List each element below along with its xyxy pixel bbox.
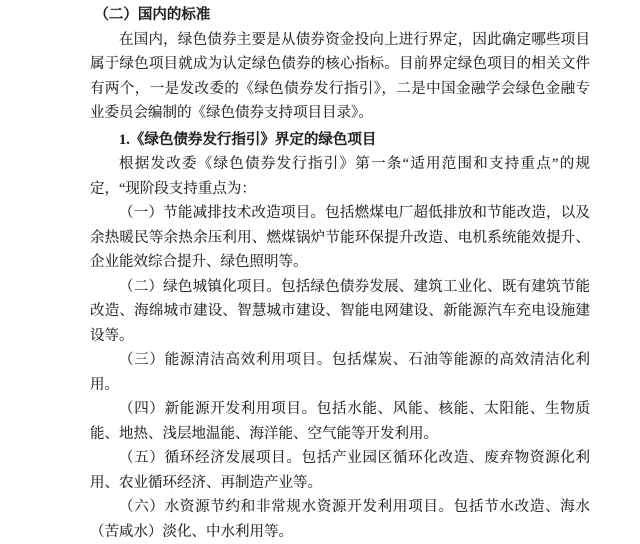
list-item-1: （一）节能减排技术改造项目。包括燃煤电厂超低排放和节能改造，以及余热暖民等余热余压利用、燃煤锅炉节能环保提升改造、电机系统能效提升、企业能效综合提升、绿色照明等。 xyxy=(90,205,590,270)
list-item-3: （三）能源清洁高效利用项目。包括煤炭、石油等能源的高效清洁化利用。 xyxy=(90,352,590,393)
section-heading: （二）国内的标准 xyxy=(94,7,211,23)
subsection-intro-paragraph: 根据发改委《绿色债券发行指引》第一条“适用范围和支持重点”的规定，“现阶段支持重点为： xyxy=(90,156,590,197)
subsection-heading: 1.《绿色债券发行指引》界定的绿色项目 xyxy=(119,131,377,148)
intro-paragraph: 在国内，绿色债券主要是从债券资金投向上进行界定，因此确定哪些项目属于绿色项目就成为认定绿色债券的核心指标。目前界定绿色项目的相关文件有两个，一是发改委的《绿色债券发行指引》，二是中国金融学会绿色金融专业委员会编制的《绿色债券支持项目目录》。 xyxy=(90,31,590,121)
list-item-5: （五）循环经济发展项目。包括产业园区循环化改造、废弃物资源化利用、农业循环经济、再制造产业等。 xyxy=(90,450,590,491)
list-item-2: （二）绿色城镇化项目。包括绿色债券发展、建筑工业化、既有建筑节能改造、海绵城市建设、智慧城市建设、智能电网建设、新能源汽车充电设施建设等。 xyxy=(90,278,590,344)
list-item-4: （四）新能源开发利用项目。包括水能、风能、核能、太阳能、生物质能、地热、浅层地温能、海洋能、空气能等开发利用。 xyxy=(90,401,590,442)
list-item-6: （六）水资源节约和非常规水资源开发利用项目。包括节水改造、海水（苦咸水）淡化、中水利用等。 xyxy=(90,499,590,540)
